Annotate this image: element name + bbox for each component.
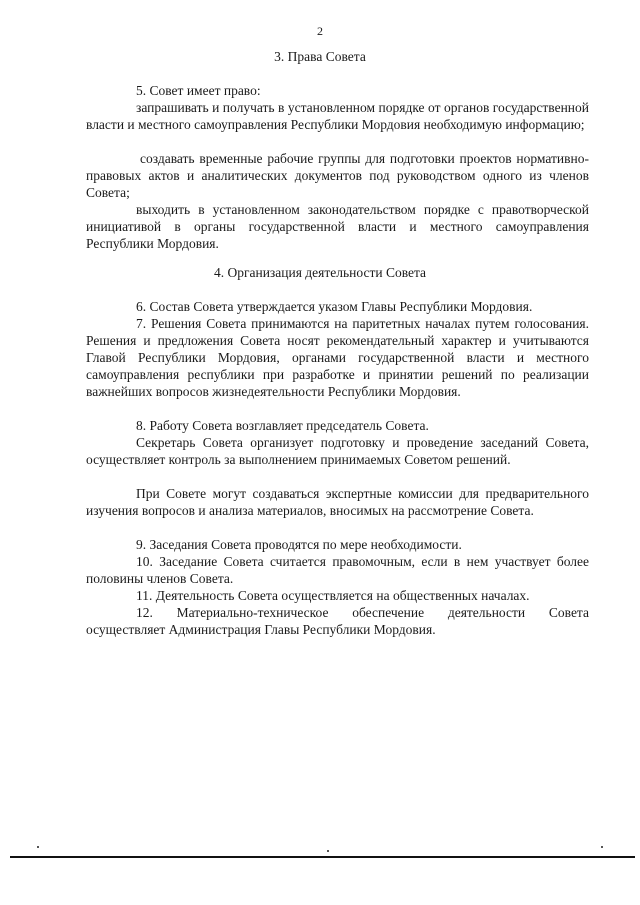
- scan-speck: [327, 850, 329, 852]
- section-4-heading: 4. Организация деятельности Совета: [213, 265, 427, 280]
- page-number: 2: [317, 24, 323, 38]
- scan-speck: [37, 846, 39, 848]
- right-item-create-working-groups: создавать временные рабочие группы для подготовки проектов нормативно-правовых актов и аналитических документов под руководством одного из членов Совета;: [86, 151, 589, 200]
- paragraph-12-material-support: 12. Материально-техническое обеспечение деятельности Совета осуществляет Администрация Главы Республики Мордовия.: [86, 605, 589, 637]
- section-3-heading: 3. Права Совета: [274, 49, 366, 64]
- paragraph-7-decisions: 7. Решения Совета принимаются на паритетных началах путем голосования. Решения и предложения Совета носят рекомендательный характер и учитываются Главой Республики Мордовия, органами государственной власти и местного самоуправления республики при разработке и принятии решений по реализации важнейших вопросов жизнедеятельности Республики Мордовия.: [86, 316, 589, 399]
- paragraph-10-quorum: 10. Заседание Совета считается правомочным, если в нем участвует более половины членов Совета.: [86, 554, 589, 586]
- scan-speck: [601, 846, 603, 848]
- page-bottom-rule: [10, 856, 635, 858]
- paragraph-expert-commissions: При Совете могут создаваться экспертные комиссии для предварительного изучения вопросов и анализа материалов, вносимых на рассмотрение Совета.: [86, 486, 589, 518]
- right-item-legislative-initiative: выходить в установленном законодательством порядке с правотворческой инициативой в органы государственной власти и местного самоуправления Республики Мордовия.: [86, 202, 589, 251]
- paragraph-11-public-basis: 11. Деятельность Совета осуществляется на общественных началах.: [136, 588, 530, 603]
- paragraph-8-chairman: 8. Работу Совета возглавляет председатель Совета.: [136, 418, 429, 433]
- right-item-request-information: запрашивать и получать в установленном порядке от органов государственной власти и местного самоуправления Республики Мордовия необходимую информацию;: [86, 100, 589, 132]
- section-3-intro: 5. Совет имеет право:: [136, 83, 261, 98]
- paragraph-9-meetings: 9. Заседания Совета проводятся по мере необходимости.: [136, 537, 462, 552]
- paragraph-secretary: Секретарь Совета организует подготовку и проведение заседаний Совета, осуществляет контроль за выполнением принимаемых Советом решений.: [86, 435, 589, 467]
- paragraph-6-composition: 6. Состав Совета утверждается указом Главы Республики Мордовия.: [136, 299, 533, 314]
